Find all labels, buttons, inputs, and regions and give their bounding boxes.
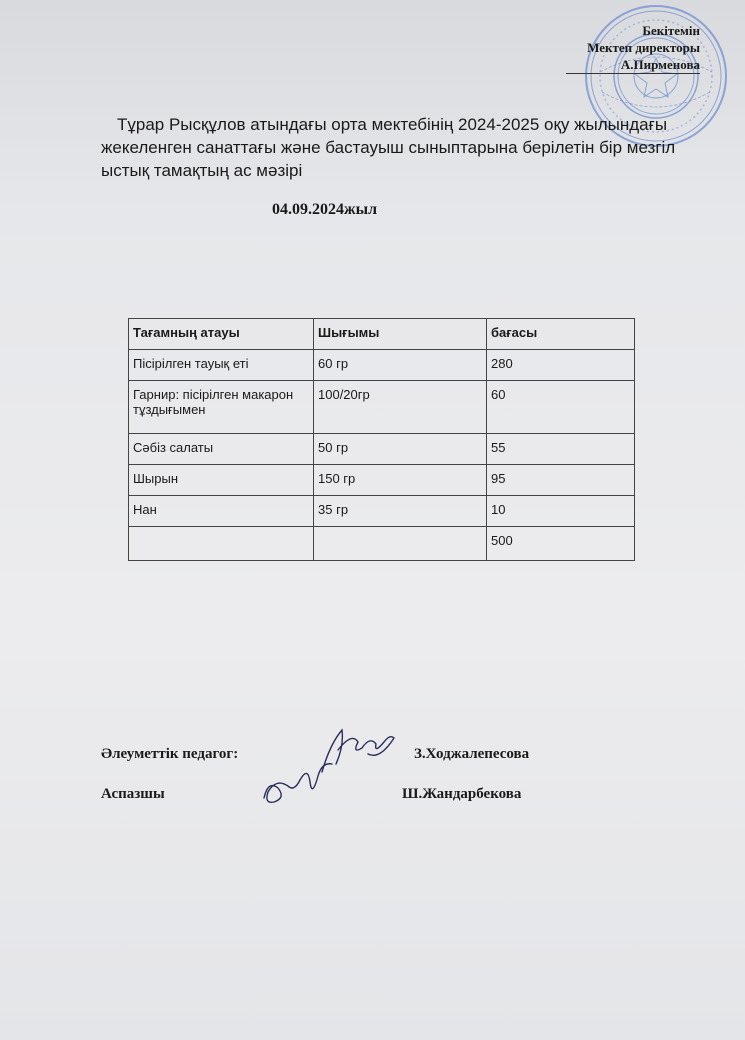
menu-table [128,318,635,561]
table-row [129,465,635,496]
header-dish-name: Тағамның атауы [129,319,314,350]
title-line-3: ыстық тамақтың ас мәзірі [101,161,303,180]
header-price: бағасы [487,319,635,350]
dish-name-cell: Шырын [129,465,314,496]
price-cell: 10 [487,496,635,527]
portion-cell: 60 гр [314,350,487,381]
table-header-row [129,319,635,350]
total-price-cell: 500 [487,527,635,561]
approval-director-name: А.Пирменова [566,56,700,74]
approval-block [566,22,700,74]
portion-cell: 35 гр [314,496,487,527]
header-portion: Шығымы [314,319,487,350]
price-cell: 280 [487,350,635,381]
table-row [129,381,635,434]
dish-name-cell: Пісірілген тауық еті [129,350,314,381]
portion-cell: 50 гр [314,434,487,465]
approval-title: Бекітемін [642,23,700,38]
dish-name-cell: Сәбіз салаты [129,434,314,465]
title-line-2: жекеленген санаттағы және бастауыш сыныптарына берілетін бір мезгіл [101,138,676,157]
portion-cell: 150 гр [314,465,487,496]
signature-name-social-pedagogue: З.Ходжалепесова [414,746,530,762]
table-total-row [129,527,635,561]
signature-role-cook: Аспазшы [101,786,165,802]
table-row [129,434,635,465]
handwritten-signature-cook [258,758,338,808]
table-row [129,350,635,381]
document-date: 04.09.2024жыл [272,201,378,218]
price-cell: 55 [487,434,635,465]
signature-role-social-pedagogue: Әлеуметтік педагог: [101,746,239,762]
title-line-1: Тұрар Рысқұлов атындағы орта мектебінің 2024-2025 оқу жылындағы [117,115,668,134]
dish-name-cell: Гарнир: пісірілген макарон тұздығымен [129,381,314,434]
table-row [129,496,635,527]
approval-position: Мектеп директоры [587,40,700,55]
document-title [101,113,691,182]
signature-name-cook: Ш.Жандарбекова [402,786,522,802]
price-cell: 60 [487,381,635,434]
price-cell: 95 [487,465,635,496]
total-empty-cell [314,527,487,561]
total-empty-cell [129,527,314,561]
dish-name-cell: Нан [129,496,314,527]
portion-cell: 100/20гр [314,381,487,434]
